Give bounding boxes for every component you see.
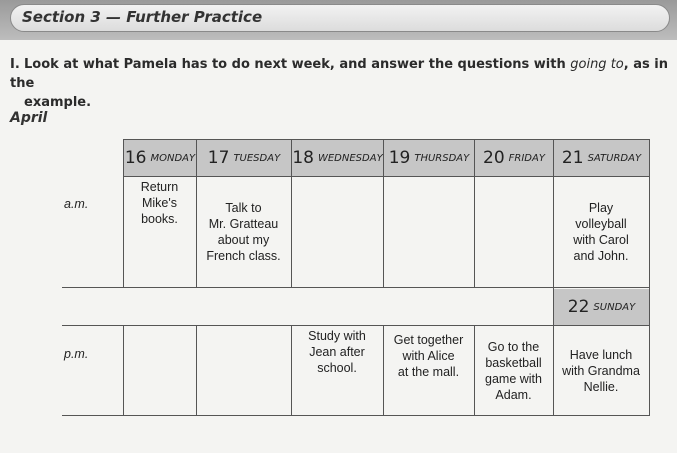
pm-entry-thursday <box>383 326 474 415</box>
pm-entry-saturday <box>553 326 649 415</box>
entry-text: Have lunch with Grandma Nellie. <box>562 347 640 394</box>
entry-text: Play volleyball with Carol and John. <box>573 201 629 263</box>
am-entry-friday <box>474 177 553 287</box>
am-entry-saturday <box>553 177 649 287</box>
day-name: THURSDAY <box>414 152 470 164</box>
pm-entry-wednesday <box>291 326 383 415</box>
day-name: SATURDAY <box>587 152 642 164</box>
grid-line <box>649 139 650 416</box>
grid-line <box>196 139 197 288</box>
pm-entry-monday <box>123 326 196 415</box>
pm-entry-tuesday <box>196 326 291 415</box>
am-entry-monday <box>123 177 196 287</box>
day-header-monday <box>123 140 196 176</box>
row-label-am: a.m. <box>64 197 89 211</box>
day-name: TUESDAY <box>233 152 281 164</box>
entry-text: Talk to Mr. Gratteau about my French class. <box>206 201 281 263</box>
day-header-thursday <box>383 140 474 176</box>
section-title: Section 3 — Further Practice <box>22 8 263 26</box>
day-name: WEDNESDAY <box>317 152 383 164</box>
month-label: April <box>10 110 48 126</box>
grid-line <box>62 325 650 326</box>
day-header-friday <box>474 140 553 176</box>
pm-entry-friday <box>474 326 553 415</box>
day-number: 17 <box>207 148 230 168</box>
grid-line <box>62 287 650 288</box>
grid-line <box>474 325 475 416</box>
day-header-saturday <box>553 140 649 176</box>
instruction-text-before: Look at what Pamela has to do next week, and answer the questions with <box>24 57 571 72</box>
day-number: 22 <box>567 297 590 317</box>
entry-text: Study with Jean after school. <box>308 329 366 375</box>
grid-line <box>62 415 650 416</box>
grid-line <box>291 325 292 416</box>
am-entry-wednesday <box>291 177 383 287</box>
grid-line <box>123 139 124 288</box>
day-header-wednesday <box>291 140 383 176</box>
day-header-tuesday <box>196 140 291 176</box>
day-name: MONDAY <box>150 152 196 164</box>
instruction-emphasis: going to <box>570 57 624 72</box>
grid-line <box>196 325 197 416</box>
entry-text: Get together with Alice at the mall. <box>393 333 464 379</box>
day-name: FRIDAY <box>508 152 545 164</box>
instruction-line-2: example. <box>24 95 92 110</box>
entry-text: Return Mike's books. <box>140 180 179 226</box>
grid-line <box>474 139 475 288</box>
grid-line <box>123 139 650 140</box>
instruction-number: I. <box>10 57 20 72</box>
grid-line <box>123 325 124 416</box>
row-label-pm: p.m. <box>64 347 89 361</box>
grid-line <box>553 139 554 416</box>
am-entry-tuesday <box>196 177 291 287</box>
grid-line <box>383 325 384 416</box>
day-header-sunday <box>553 289 649 325</box>
day-number: 19 <box>388 148 411 168</box>
day-number: 18 <box>292 148 314 168</box>
grid-line <box>383 139 384 288</box>
am-entry-thursday <box>383 177 474 287</box>
day-number: 21 <box>561 148 584 168</box>
grid-line <box>123 176 650 177</box>
day-number: 20 <box>483 148 505 168</box>
day-name: SUNDAY <box>593 301 636 313</box>
entry-text: Go to the basketball game with Adam. <box>485 339 542 402</box>
instruction-text-after: , as in the <box>10 57 668 91</box>
day-number: 16 <box>124 148 147 168</box>
grid-line <box>291 139 292 288</box>
